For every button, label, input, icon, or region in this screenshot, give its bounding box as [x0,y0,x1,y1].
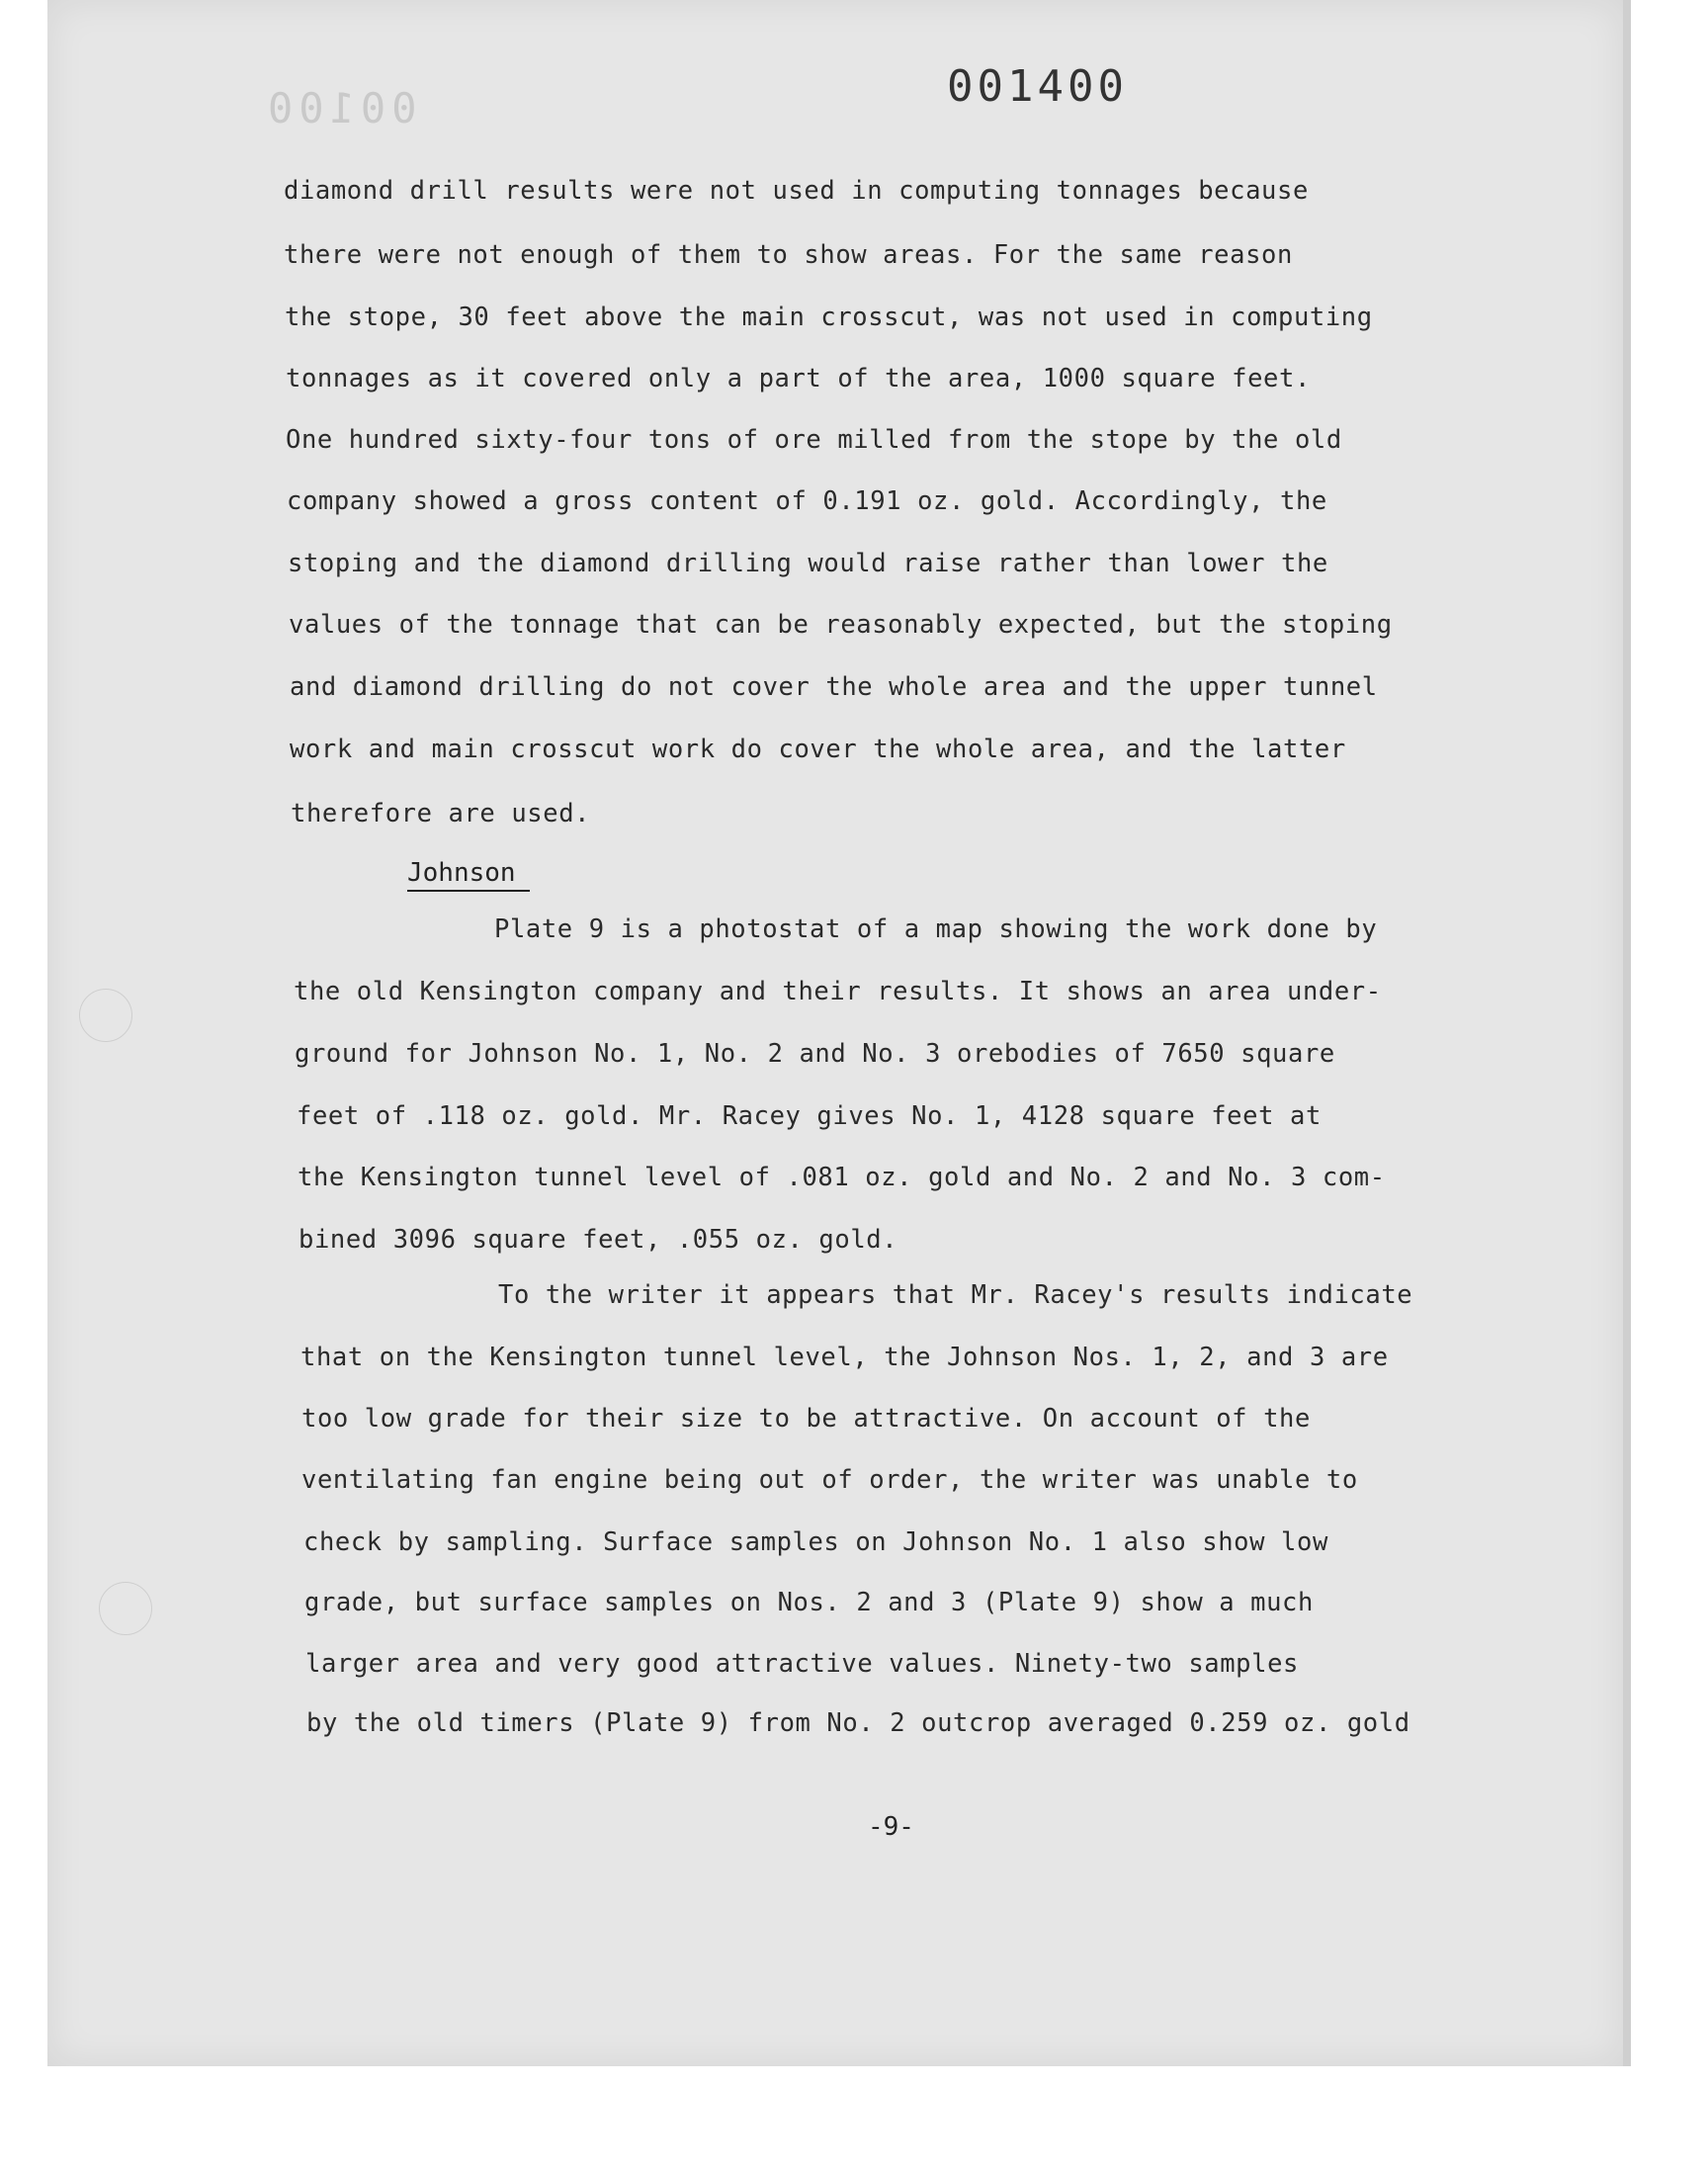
text-line: Plate 9 is a photostat of a map showing the work done by [494,914,1378,944]
text-line: the Kensington tunnel level of .081 oz. gold and No. 2 and No. 3 com- [298,1163,1386,1192]
sheet-edge [1623,0,1631,2066]
text-line: therefore are used. [291,799,591,828]
punch-mark [79,989,132,1042]
text-line: larger area and very good attractive values. Ninety-two samples [305,1649,1299,1679]
text-line: the old Kensington company and their results. It shows an area under- [294,977,1382,1006]
text-line: the stope, 30 feet above the main crosscut, was not used in computing [285,303,1373,332]
section-heading: Johnson [407,858,530,892]
text-line: One hundred sixty-four tons of ore milled from the stope by the old [286,425,1342,455]
text-line: ground for Johnson No. 1, No. 2 and No. 3 orebodies of 7650 square [295,1039,1335,1069]
text-line: tonnages as it covered only a part of the area, 1000 square feet. [286,364,1311,393]
page-number: -9- [868,1812,914,1842]
text-line: ventilating fan engine being out of order, the writer was unable to [301,1465,1358,1495]
text-line: check by sampling. Surface samples on Johnson No. 1 also show low [303,1527,1328,1557]
text-line: that on the Kensington tunnel level, the Johnson Nos. 1, 2, and 3 are [300,1343,1389,1372]
text-line: too low grade for their size to be attractive. On account of the [301,1404,1311,1434]
text-line: feet of .118 oz. gold. Mr. Racey gives No. 1, 4128 square feet at [297,1101,1322,1131]
text-line: company showed a gross content of 0.191 oz. gold. Accordingly, the [287,486,1327,516]
text-line: work and main crosscut work do cover the whole area, and the latter [290,735,1346,764]
document-number: 001400 [947,61,1128,112]
text-line: To the writer it appears that Mr. Racey's results indicate [498,1280,1413,1310]
text-line: bined 3096 square feet, .055 oz. gold. [299,1225,898,1255]
text-line: diamond drill results were not used in computing tonnages because [284,176,1309,206]
punch-mark [99,1582,152,1635]
text-line: there were not enough of them to show areas. For the same reason [284,240,1293,270]
text-line: by the old timers (Plate 9) from No. 2 outcrop averaged 0.259 oz. gold [306,1708,1410,1738]
bleed-through-number: 00100 [262,84,417,132]
text-line: values of the tonnage that can be reasonably expected, but the stoping [289,610,1393,640]
text-line: stoping and the diamond drilling would raise rather than lower the [288,549,1328,578]
text-line: and diamond drilling do not cover the whole area and the upper tunnel [290,672,1378,702]
text-line: grade, but surface samples on Nos. 2 and 3 (Plate 9) show a much [304,1588,1314,1617]
